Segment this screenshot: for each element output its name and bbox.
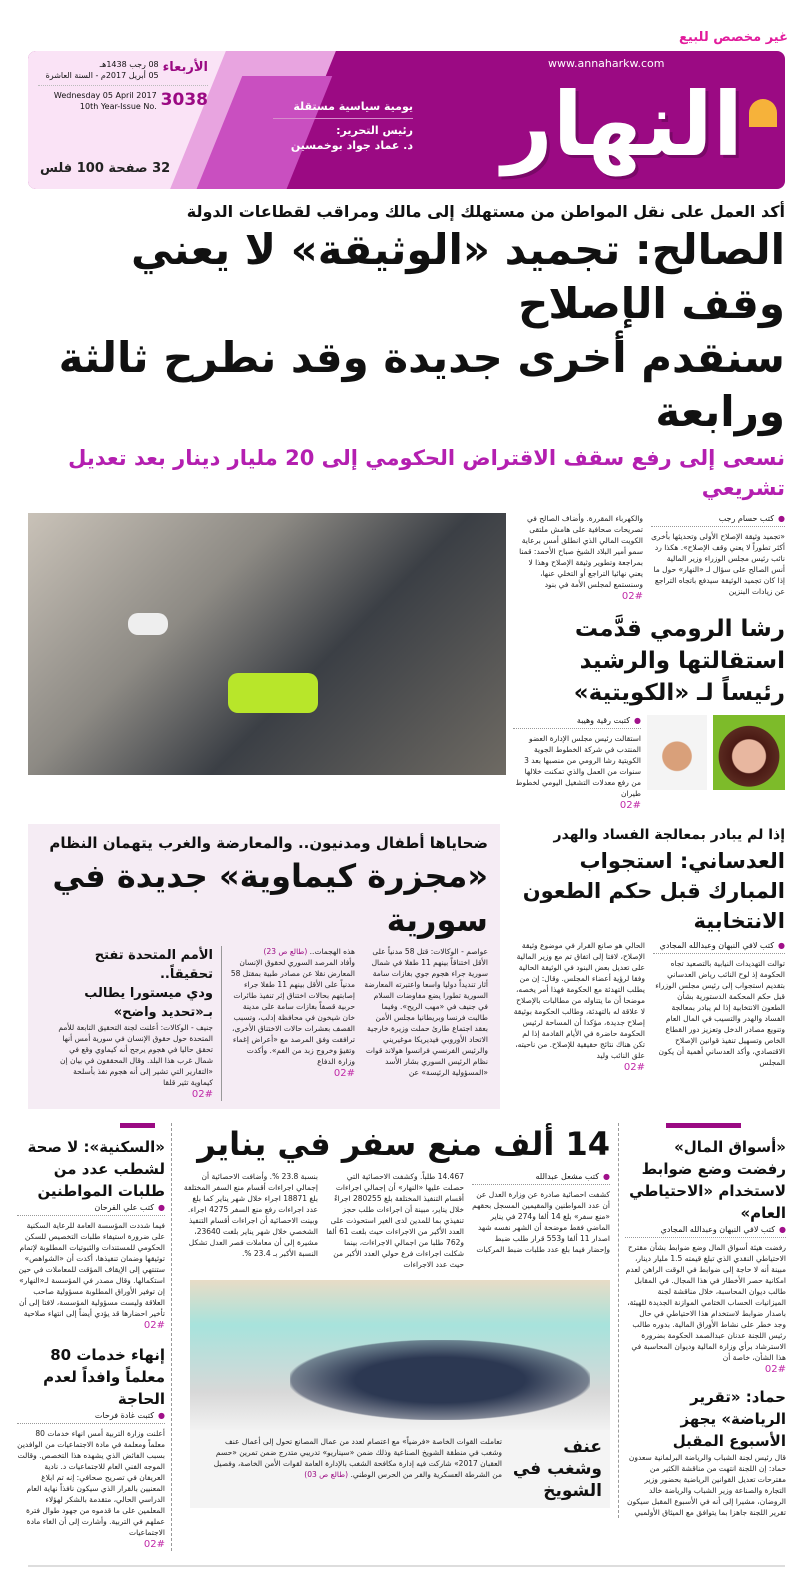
lead-text-2: والكهرباء المقررة. وأضاف الصالح في تصريحات صحافية على هامش ملتقى الكويت المالي الذي انطلق أمس برعاية سمو أمير البلاد الشيخ صباح الأحمد: قمنا بمراجعة وتطوير وثيقة الإصلاح وهذا لا يعني نهائيا التراجع أو التخلي عنها، وسنستمع لمجلس الأمة في بنود (519, 514, 643, 589)
tagline: يومية سياسية مستقلة (293, 100, 413, 113)
syria-ref-2[interactable]: 02# (191, 1089, 213, 1100)
lead-subhead: نسعى إلى رفع سقف الاقتراض الحكومي إلى 20 مليار دينار بعد تعديل تشريعي (68, 446, 785, 500)
drill-headline[interactable]: عنف وشغب في الشويخ (512, 1437, 602, 1501)
adasani-text-2: الحالي هو صانع القرار في موضوع وثيقة الإصلاح، لافتا إلى اتفاق تم مع وزير المالية على تعديل بعض البنود في الوثيقة الحالية وفقا لرؤية أعضاء المجلس. وقال: إن من يطلب التهدئة مع الحكومة فهذا أمر يخصه، موضحا أن ما يتناوله من مطالبات بالإصلاح لا علاقة له بالتهدئة، وطالب الحكومة بوثيقة إصلاح جديدة، مؤكدا أن المساحة لرئيس الحكومة حاضرة في الأيام القادمة إذا لم تكن هناك نتائج حقيقية للإصلاح. من ناحيته، علق النائب وليد (513, 941, 645, 1060)
right-top-column (513, 513, 785, 812)
adasani-kicker: إذا لم يبادر بمعالجة الفساد والهدر (553, 827, 785, 843)
travel-text-2: 14.467 طلباً. وكشفت الاحصائية التي حصلت عليها «النهار» أن إجمالي اجراءات أقسام التنفيذ المختلفة بلغ 280255 اجراءً خلال يناير، مبينة أن اجراءات طلب حجز تنفيذي بما للمدين لدى الغير استحوذت على العدد الأكبر من الاجراءات حيث بلغت 61 ألفا و762 طلبا من اجمالي الاجراءات، بينما شكلت اجراءات فرع حولي العدد الأكبر من حيث عدد الاجراءات (326, 1172, 464, 1269)
travel-text-1: كشفت احصائية صادرة عن وزارة العدل عن أن عدد المواطنين والمقيمين المسجل بحقهم «منع سفر» بلغ 14 ألفا و274 في يناير الماضي فقط موضحة أن الشهر نفسه شهد اصدار 11 ألفا و553 قرار طلب ضبط وإحضار فيما بلغ عدد طلبات ضبط المركبات (472, 1190, 610, 1254)
adasani-text-1: توالت التهديدات النيابية بالتصعيد تجاه الحكومة إذ لوح النائب رياض العدساني بتقديم استجواب إلى رئيس مجلس الوزراء قبل حكم المحكمة الدستورية بشأن الطعون الانتخابية إذا لم يبادر بمعالجة الفساد والهدر والتسيب في المال العام وتنويع مصادر الدخل وتعزيز دور القطاع الخاص وتسهيل تنفيذ قوانين الإصلاح الاقتصادي، وأكد العدساني أهمية أن يكون المجلس (655, 959, 785, 1067)
sports-headline[interactable]: حماد: «تقرير الرياضة» يجهز الأسبوع المقبل (672, 1388, 786, 1450)
footer-divider (28, 1565, 785, 1567)
not-for-sale-label: غير مخصص للبيع (679, 30, 788, 45)
drill-caption: تعاملت القوات الخاصة «فرضياً» مع اعتصام لعدد من عمال المصانع تحول إلى أعمال عنف وشغب في منطقة الشويخ الصناعية وذلك ضمن «سيناريو» تدريبي متدرج ضمن تمرين «حسم العقبان 2017» شاركت فيه إدارة مكافحة الشغب بالإدارة العامة لقوات الأمن الخاصة، وفصيل من الشرطة العسكرية والفر من الحرس الوطني. (213, 1437, 502, 1479)
syria-text-3: وأفاد المرصد السوري لحقوق الإنسان المعارض نقلا عن مصادر طبية بمقتل 58 مدنياً على الأقل بينهم 11 طفلا جراء إصابتهم بحالات اختناق إثر تنفيذ طائرات حربية قصفاً بغازات سامة على مدينة خان شيخون في محافظة إدلب، وتسبب القصف بعشرات حالات الاختناق الأخرى، ترافقت وفق المرصد مع «أعراض إغماء وتقيؤ وخروج زبد من الفم». وأكدت وزارة الدفاع (230, 958, 355, 1066)
drill-more-link[interactable]: (طالع ص 03) (304, 1470, 349, 1479)
date-english: Wednesday 05 April 2017 (53, 91, 157, 100)
markets-byline: ● كتب لافي النبهان وعبدالله المجادي (625, 1224, 786, 1238)
housing-ref[interactable]: 02# (143, 1320, 165, 1331)
adasani-byline: ● كتب لافي النبهان وعبدالله المجادي (653, 940, 785, 954)
year-english: 10th Year-Issue No. (79, 102, 157, 111)
lead-byline: ● كتب حسام رجب (651, 513, 785, 527)
syria-section (28, 824, 500, 1109)
syria-headline[interactable]: «مجزرة كيماوية» جديدة في سورية (52, 857, 488, 939)
rasha-headline[interactable]: رشا الرومي قدَّمت استقالتها والرشيد رئيساً لـ «الكويتية» (573, 616, 785, 706)
teachers-ref[interactable]: 02# (143, 1539, 165, 1550)
rasha-byline: ● كتبت رقية وهيبة (513, 715, 641, 729)
housing-byline: ● كتب علي الفرحان (17, 1202, 165, 1216)
editor-label: رئيس التحرير: (336, 124, 413, 137)
syria-text-2: هذه الهجمات.. (309, 947, 355, 956)
housing-headline[interactable]: «السكنية»: لا صحة لشطب عدد من طلبات المواطنين (27, 1138, 165, 1200)
adasani-ref[interactable]: 02# (623, 1062, 645, 1073)
drill-photo (190, 1280, 610, 1508)
rasha-ref[interactable]: 02# (619, 800, 641, 811)
lead-kicker: أكد العمل على نقل المواطن من مستهلك إلى مالك ومراقب لقطاعات الدولة (186, 202, 785, 221)
un-headline-2[interactable]: ودي ميستورا يطالب بـ«تحديد واضح» (84, 986, 213, 1020)
rasha-text: استقالت رئيس مجلس الإدارة العضو المنتدب في شركة الخطوط الجوية الكويتية رشا الرومي من منصبها بعد 3 سنوات من العمل والذي تمكنت خلالها من رفع معدلات التشغيل اليومي لخطوط طيران (515, 734, 641, 798)
rasha-portrait (713, 715, 785, 790)
hijri-date: 08 رجب 1438هـ (99, 60, 159, 69)
un-text: جنيف - الوكالات: أعلنت لجنة التحقيق التابعة للأمم المتحدة حول حقوق الإنسان في سورية أمس أنها تحقق حاليا في هجوم يرجح أنه كيماوي وقع في شمال غرب هذا البلد. وقال المحققون في بيان إن «التقارير التي تشير إلى أنه هجوم نفذ بأسلحة كيماوية تثير قلقا (58, 1023, 213, 1087)
travel-headline[interactable]: 14 ألف منع سفر في يناير (197, 1125, 610, 1163)
lead-headline-2[interactable]: سنقدم أخرى جديدة وقد نطرح ثالثة ورابعة (58, 333, 785, 436)
housing-text: فيما شددت المؤسسة العامة للرعاية السكنية على ضرورة استيفاء طلبات التخصيص للسكن الحكومي للمستندات والثبوتيات المطلوبة لإتمام توثيقها وضمان تنفيذها، أكدت أن «الشواهص» ستنتهي إلى الإيقاف المؤقت للمعاملات في حين استكمالها. وقال مصدر في المؤسسة لـ«النهار» إن توفير الأوراق المطلوبة مسؤولية صاحب العلاقة وليست مسؤولية المؤسسة، لافتا إلى أن تأخير احضارها قد يؤدي أيضاً إلى انتهاء صلاحية (18, 1221, 165, 1318)
adasani-section (513, 824, 785, 1074)
day-label: الأربعاء (162, 60, 208, 75)
syria-text-1: عواصم - الوكالات: قتل 58 مدنياً على الأقل اختناقاً بينهم 11 طفلا في شمال سورية جراء هجوم جوي بغازات سامة أثار تنديداً دوليا واسعا واعتبرته المعارضة السورية تطورا يضع مفاوضات السلام في جنيف في «مهب الريح». وفيما طالبت فرنسا وبريطانيا مجلس الأمن بعقد اجتماع طارئ حملت وزيرة خارجية الاتحاد الأوروبي فيديريكا موغيريني والرئيس الفرنسي فرانسوا هولاند قوات نظام الرئيس السوري بشار الأسد «المسؤولية الرئيسة» عن (364, 947, 488, 1077)
issue-number: 3038 (160, 90, 208, 110)
lead-headline-1[interactable]: الصالح: تجميد «الوثيقة» لا يعني وقف الإصلاح (130, 225, 785, 328)
website-url[interactable]: www.annaharkw.com (548, 57, 665, 70)
sports-text: قال رئيس لجنة الشباب والرياضة البرلمانية سعدون حماد: إن اللجنة انتهت من مناقشة الكثير من مقترحات تعديل القوانين الرياضية بحضور وزير التجارة والصناعة وزير الشباب والرياضة خالد الروضان، مشيرا إلى أنه في الأسبوع المقبل سيكون تقرير اللجنة جاهزا بما يتوافق مع الميثاق الأولمبي (626, 1453, 786, 1517)
syria-ref-1[interactable]: 02# (333, 1068, 355, 1079)
price-label: 32 صفحة 100 فلس (40, 161, 171, 176)
syria-kicker: ضحاياها أطفال ومدنيون.. والمعارضة والغرب يتهمان النظام (49, 834, 488, 852)
markets-text: رفضت هيئة أسواق المال وضع ضوابط بشأن مقترح الاحتياطي النقدي الذي تبلغ قيمته 1.5 مليار دينار، مبينة أنه لا حاجة إلى ضوابط في الوقت الراهن لعدم امكانية حصر الأخطار في هذا المجال. في المقابل طالب ديوان المحاسبة، خلال مناقشة لجنة الميزانيات الحساب الختامي الموازنة الجديدة للهيئة، باصدار ضوابط لاستخدام هذا الاحتياطي في حال وجد خطر على نشاط الأوراق المالية. بدوره طالب رئيس اللجنة عدنان عبدالصمد الحكومة بضرورة الاسترشاد برأي وزارة المالية وديوان المحاسبة في هذا الشأن، خاصة أن (625, 1243, 786, 1362)
logo: النهار (502, 73, 743, 176)
lead-ref[interactable]: 02# (621, 591, 643, 602)
markets-ref[interactable]: 02# (764, 1364, 786, 1375)
teachers-text: أعلنت وزارة التربية أمس انهاء خدمات 80 معلماً ومعلمة في مادة الاجتماعيات من الوافدين بسبب الفائض الذي يشهده هذا التخصص. وقالت الموجه الفني العام للاجتماعيات د. نادية العريفان في تصريح صحافي: إنه تم ابلاغ المعنيين بالقرار الذي سيكون نافذاً نهاية العام الدراسي الحالي، متقدمة بالشكر لهؤلاء المعلمين على ما قدموه من جهود طوال فترة عملهم في التربية. وأشارت إلى أن الغاء مادة الاجتماعيات (17, 1429, 165, 1537)
markets-headline[interactable]: «أسواق المال» رفضت وضع ضوابط لاستخدام «الاحتياطي العام» (629, 1138, 786, 1222)
syria-photo (28, 513, 506, 775)
right-column (618, 1123, 786, 1518)
center-column (180, 1123, 610, 1508)
travel-text-3: بنسبة 23.8 %. وأضافت الاحصائية أن إجمالي اجراءات أقسام منع السفر المختلفة بلغ 18871 اجراء خلال شهر يناير كما بلغ عدد اجراءات رفع منع السفر 4275 اجراء. وبينت الاحصائية أن اجراءات أقسام التنفيذ الشخصي خلال شهر يناير بلغت 23640، مشيرة إلى أن معاملات قصر العدل تشكل النسبة الأكبر بـ 23.4 %. (183, 1172, 318, 1258)
un-headline-1[interactable]: الأمم المتحدة تفتح تحقيقاً.. (94, 948, 213, 982)
teachers-byline: ● كتبت غادة فرحات (17, 1410, 165, 1424)
editor-name: د. عماد جواد بوخمسين (290, 139, 413, 152)
left-column (17, 1123, 172, 1551)
alrasheed-portrait (647, 715, 707, 790)
travel-byline: ● كتب مشعل عبدالله (472, 1171, 610, 1185)
gregorian-date: 05 أبريل 2017م - السنة العاشرة (45, 71, 159, 80)
syria-more-link[interactable]: (طالع ص 23) (263, 947, 308, 956)
teachers-headline[interactable]: إنهاء خدمات 80 معلماً وافداً لعدم الحاجة (43, 1346, 165, 1408)
logo-emblem-icon (749, 99, 777, 127)
lead-text-1: «تجميد وثيقة الإصلاح الأولى وتحديثها بأخرى أكثر تطوراً لا يعني وقف الإصلاح». هكذا رد نائب رئيس مجلس الوزراء وزير المالية أنس الصالح على سؤال لـ «النهار» حول ما إذا كان تجميد الوثيقة سيدفع باتجاه التراجع عن زيادات البنزين (651, 532, 785, 596)
adasani-headline[interactable]: العدساني: استجواب المبارك قبل حكم الطعون الانتخابية (522, 849, 785, 933)
masthead (28, 51, 785, 189)
